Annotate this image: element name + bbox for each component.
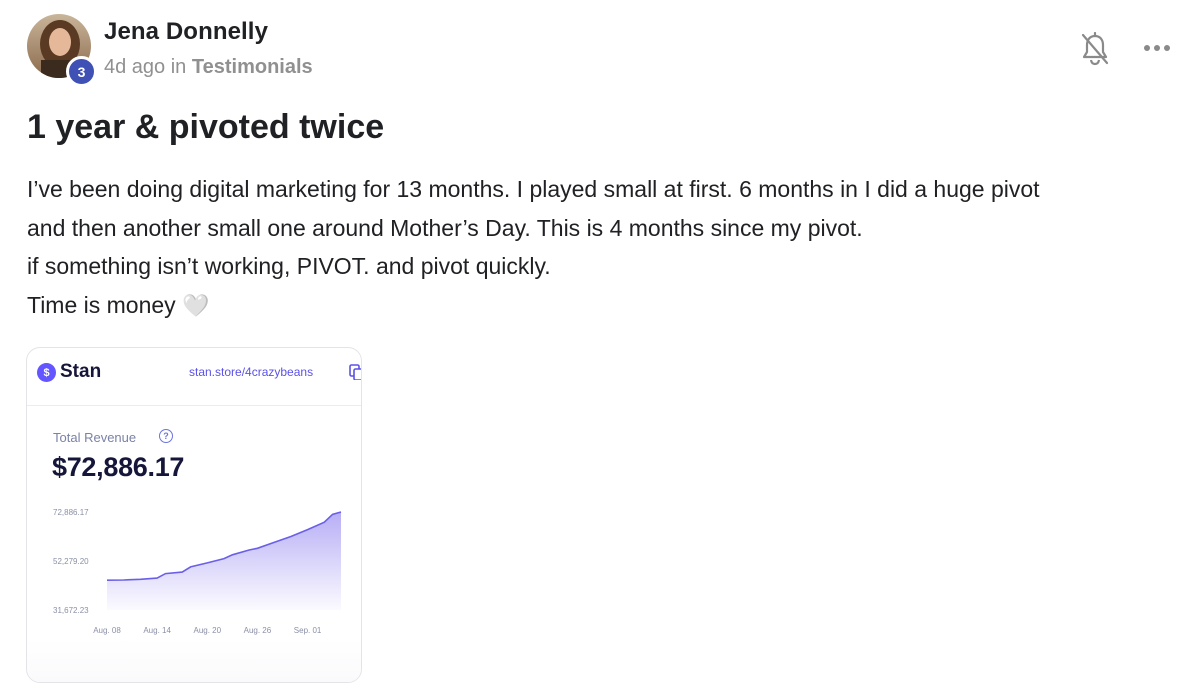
- y-tick-label: 31,672.23: [53, 606, 89, 615]
- white-heart-emoji: 🤍: [182, 293, 210, 319]
- x-tick-label: Aug. 26: [243, 626, 272, 635]
- x-tick-label: Aug. 14: [143, 626, 171, 635]
- x-tick-label: Sep. 01: [293, 626, 322, 635]
- post-body-line: [27, 286, 1167, 327]
- help-icon: ?: [159, 429, 173, 443]
- copy-icon: [349, 364, 362, 380]
- bell-off-icon[interactable]: [1080, 32, 1110, 66]
- post-body: [27, 170, 1167, 326]
- stan-logo-icon: $: [37, 363, 56, 382]
- level-badge: 3: [66, 56, 97, 87]
- post-time: 4d ago: [104, 56, 166, 78]
- in-label: in: [170, 56, 187, 78]
- author-name[interactable]: Jena Donnelly: [104, 18, 269, 45]
- post-body-line: I’ve been doing digital marketing for 13 months. I played small at first. 6 months in I did a huge pivot: [27, 176, 1040, 202]
- revenue-chart: [27, 498, 362, 648]
- y-tick-label: 72,886.17: [53, 508, 89, 517]
- x-tick-label: Aug. 08: [93, 626, 121, 635]
- brand-name: Stan: [60, 361, 102, 382]
- card-fade: [27, 638, 362, 683]
- x-tick-label: Aug. 20: [193, 626, 222, 635]
- store-url: stan.store/4crazybeans: [189, 365, 314, 379]
- post-title: 1 year & pivoted twice: [27, 108, 385, 146]
- post-image-attachment[interactable]: [26, 347, 362, 683]
- revenue-area: [107, 512, 341, 610]
- category-link[interactable]: Testimonials: [191, 56, 313, 78]
- post-meta: [104, 56, 313, 79]
- y-tick-label: 52,279.20: [53, 557, 89, 566]
- more-horizontal-icon[interactable]: [1142, 40, 1172, 56]
- post-body-last-line: Time is money: [27, 291, 176, 318]
- stan-header: [27, 348, 362, 406]
- revenue-value: $72,886.17: [52, 452, 185, 482]
- post-body-line: if something isn’t working, PIVOT. and pivot quickly.: [27, 253, 551, 279]
- revenue-label: Total Revenue: [53, 430, 137, 445]
- post-body-line: and then another small one around Mother’s Day. This is 4 months since my pivot.: [27, 214, 863, 241]
